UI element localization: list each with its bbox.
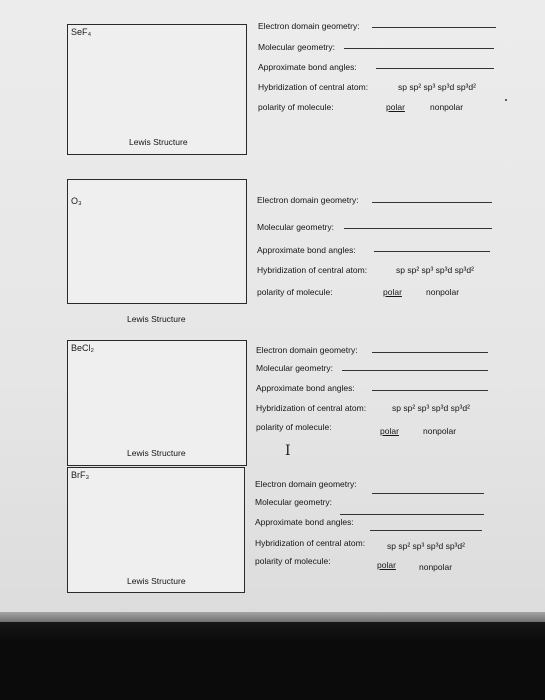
lewis-structure-label: Lewis Structure [127,448,186,458]
answer-line [372,352,488,353]
hybridization-label: Hybridization of central atom: [255,538,366,548]
answer-line [372,202,492,203]
lewis-box-sef4 [67,24,247,155]
polar-option: polar [377,560,396,570]
electron-domain-label: Electron domain geometry: [258,21,360,31]
hybridization-label: Hybridization of central atom: [257,265,368,275]
lewis-structure-label: Lewis Structure [127,576,186,586]
lewis-box-o3 [67,179,247,304]
hybridization-options: sp sp² sp³ sp³d sp³d² [392,403,470,413]
lewis-box-brf3 [67,467,245,593]
polarity-label: polarity of molecule: [257,287,333,297]
molecular-geometry-label: Molecular geometry: [257,222,335,232]
hybridization-label: Hybridization of central atom: [258,82,369,92]
molecular-geometry-label: Molecular geometry: [255,497,333,507]
molecular-geometry-label: Molecular geometry: [256,363,334,373]
answer-line [344,48,494,49]
polar-option: polar [386,102,405,112]
molecule-formula: BeCl₂ [71,343,95,353]
text-cursor-icon: I [285,443,291,459]
polar-option: polar [383,287,402,297]
nonpolar-option: nonpolar [426,287,460,297]
answer-line [370,530,482,531]
nonpolar-option: nonpolar [430,102,464,112]
stray-mark [505,99,507,101]
lewis-structure-label: Lewis Structure [129,137,188,147]
electron-domain-label: Electron domain geometry: [257,195,359,205]
electron-domain-label: Electron domain geometry: [256,345,358,355]
answer-line [374,251,490,252]
polarity-label: polarity of molecule: [255,556,331,566]
bond-angles-label: Approximate bond angles: [255,517,354,527]
electron-domain-label: Electron domain geometry: [255,479,357,489]
answer-line [372,27,496,28]
answer-line [376,68,494,69]
lewis-structure-label: Lewis Structure [127,314,186,324]
page-shadow [0,612,545,642]
nonpolar-option: nonpolar [423,426,457,436]
answer-line [372,493,484,494]
molecule-formula: O₃ [71,196,82,206]
polar-option: polar [380,426,399,436]
answer-line [342,370,488,371]
polarity-label: polarity of molecule: [256,422,332,432]
molecular-geometry-label: Molecular geometry: [258,42,336,52]
polarity-label: polarity of molecule: [258,102,334,112]
molecule-formula: SeF₄ [71,27,92,37]
bond-angles-label: Approximate bond angles: [258,62,357,72]
hybridization-options: sp sp² sp³ sp³d sp³d² [396,265,474,275]
hybridization-label: Hybridization of central atom: [256,403,367,413]
answer-line [344,228,492,229]
hybridization-options: sp sp² sp³ sp³d sp³d² [387,541,465,551]
molecule-formula: BrF₃ [71,470,90,480]
answer-line [372,390,488,391]
bond-angles-label: Approximate bond angles: [256,383,355,393]
hybridization-options: sp sp² sp³ sp³d sp³d² [398,82,476,92]
nonpolar-option: nonpolar [419,562,453,572]
answer-line [340,514,484,515]
bond-angles-label: Approximate bond angles: [257,245,356,255]
